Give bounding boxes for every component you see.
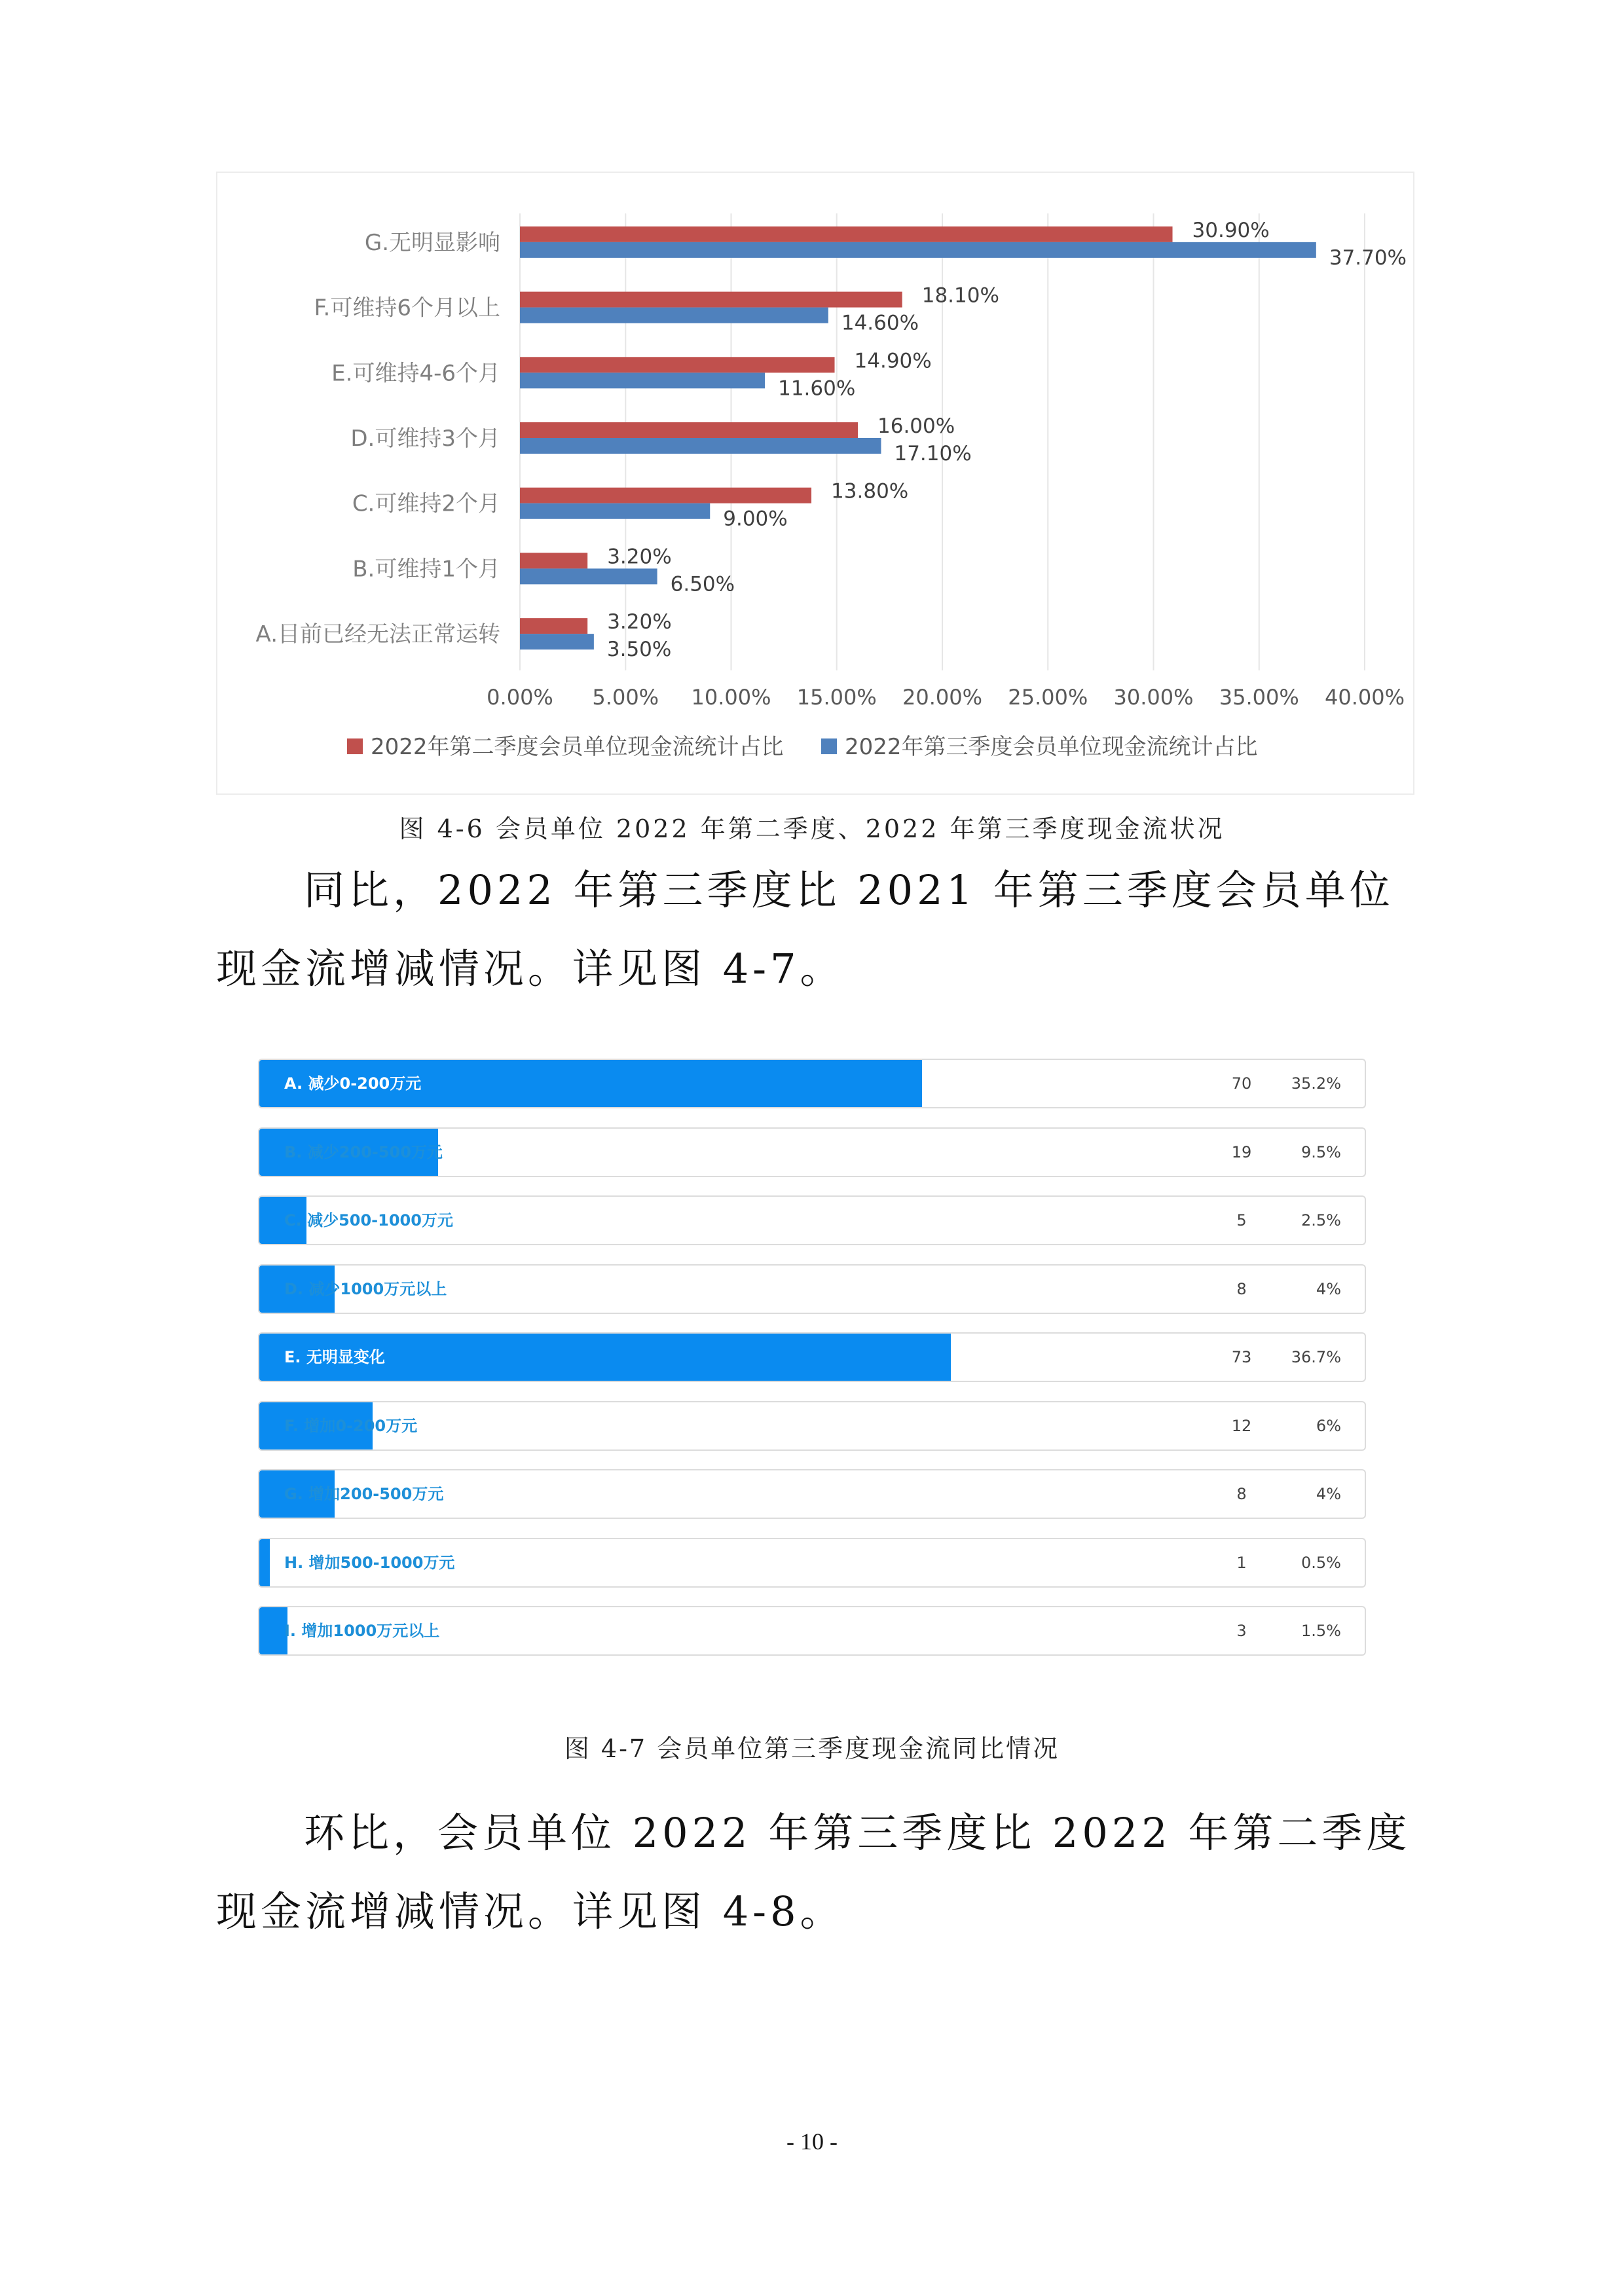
survey-result-row — [258, 1264, 1366, 1314]
response-percent: 9.5% — [1301, 1142, 1341, 1161]
survey-result-row — [258, 1401, 1366, 1451]
bar-q2 — [520, 488, 811, 503]
bar-q3 — [520, 242, 1316, 258]
page-number: - 10 - — [786, 2128, 838, 2155]
data-label-q3: 14.60% — [841, 311, 919, 335]
data-label-q2: 30.90% — [1192, 218, 1270, 242]
data-label-q2: 3.20% — [607, 545, 672, 569]
x-tick-label: 20.00% — [902, 685, 983, 710]
x-tick-label: 0.00% — [487, 685, 553, 710]
response-percent: 0.5% — [1301, 1553, 1341, 1572]
bar-q2 — [520, 357, 835, 373]
option-label: H. 增加500-1000万元 — [284, 1553, 455, 1572]
bar-q2 — [520, 422, 858, 438]
bar-q3 — [520, 308, 828, 323]
category-label: C.可维持2个月 — [352, 490, 500, 517]
option-label: G. 增加200-500万元 — [284, 1485, 444, 1503]
response-count: 73 — [1231, 1348, 1252, 1366]
legend-swatch-q3 — [821, 738, 837, 754]
option-label: D. 减少1000万元以上 — [284, 1279, 447, 1298]
survey-result-row — [258, 1332, 1366, 1382]
survey-result-row — [258, 1606, 1366, 1656]
figure-4-6-caption: 图 4-6 会员单位 2022 年第二季度、2022 年第三季度现金流状况 — [399, 814, 1225, 843]
data-label-q3: 6.50% — [670, 572, 735, 596]
response-count: 70 — [1231, 1074, 1252, 1093]
result-bar-fill — [259, 1607, 287, 1654]
category-label: B.可维持1个月 — [352, 556, 500, 583]
x-tick-label: 15.00% — [796, 685, 877, 710]
bar-chart-svg — [217, 173, 1416, 796]
category-label: E.可维持4-6个月 — [331, 360, 500, 387]
survey-result-row — [258, 1538, 1366, 1588]
x-tick-label: 5.00% — [592, 685, 659, 710]
figure-4-7-caption: 图 4-7 会员单位第三季度现金流同比情况 — [564, 1734, 1060, 1763]
data-label-q3: 37.70% — [1329, 246, 1407, 270]
response-percent: 6% — [1316, 1416, 1341, 1435]
legend-label-q3: 2022年第三季度会员单位现金流统计占比 — [845, 734, 1258, 760]
bar-q3 — [520, 634, 594, 649]
legend-swatch-q2 — [347, 738, 363, 754]
option-label: I. 增加1000万元以上 — [284, 1622, 440, 1640]
data-label-q2: 18.10% — [921, 283, 999, 308]
survey-result-row — [258, 1469, 1366, 1519]
paragraph-yoy — [216, 851, 1414, 1008]
x-tick-label: 40.00% — [1324, 685, 1405, 710]
bar-q3 — [520, 438, 881, 454]
data-label-q3: 11.60% — [778, 376, 856, 401]
response-count: 5 — [1236, 1211, 1247, 1230]
data-label-q3: 17.10% — [894, 442, 972, 465]
data-label-q2: 3.20% — [607, 610, 672, 634]
x-tick-label: 25.00% — [1008, 685, 1088, 710]
bar-q3 — [520, 503, 710, 519]
response-count: 19 — [1231, 1142, 1252, 1161]
category-label: G.无明显影响 — [364, 229, 500, 256]
survey-result-row — [258, 1127, 1366, 1177]
data-label-q3: 3.50% — [606, 638, 672, 662]
survey-result-row — [258, 1059, 1366, 1108]
response-count: 12 — [1231, 1416, 1252, 1435]
option-label: A. 减少0-200万元 — [284, 1074, 422, 1093]
response-count: 8 — [1236, 1485, 1247, 1503]
bar-q2 — [520, 553, 587, 568]
category-label: A.目前已经无法正常运转 — [255, 621, 500, 648]
x-tick-label: 35.00% — [1219, 685, 1299, 710]
option-label: E. 无明显变化 — [284, 1348, 385, 1366]
response-percent: 36.7% — [1291, 1348, 1341, 1366]
response-percent: 2.5% — [1301, 1211, 1341, 1230]
bar-q2 — [520, 292, 902, 308]
option-label: C. 减少500-1000万元 — [284, 1211, 453, 1230]
option-label: F. 增加0-200万元 — [284, 1416, 418, 1435]
bar-q3 — [520, 373, 765, 388]
response-count: 8 — [1236, 1279, 1247, 1298]
category-label: F.可维持6个月以上 — [314, 295, 500, 321]
response-count: 1 — [1236, 1553, 1247, 1572]
legend-label-q2: 2022年第二季度会员单位现金流统计占比 — [371, 734, 784, 760]
x-tick-label: 30.00% — [1113, 685, 1194, 710]
response-percent: 4% — [1316, 1279, 1341, 1298]
survey-result-row — [258, 1195, 1366, 1245]
data-label-q3: 9.00% — [723, 507, 788, 531]
option-label: B. 减少200-500万元 — [284, 1142, 443, 1161]
paragraph-qoq-text: 环比，会员单位 2022 年第三季度比 2022 年第二季度现金流增减情况。详见图 4-8。 — [216, 1809, 1411, 1935]
response-percent: 35.2% — [1291, 1074, 1341, 1093]
x-tick-label: 10.00% — [691, 685, 771, 710]
paragraph-qoq — [216, 1794, 1414, 1951]
response-percent: 1.5% — [1301, 1622, 1341, 1640]
bar-q2 — [520, 618, 587, 634]
bar-q3 — [520, 568, 657, 584]
data-label-q2: 14.90% — [854, 349, 932, 373]
data-label-q2: 16.00% — [877, 414, 955, 438]
data-label-q2: 13.80% — [831, 479, 909, 503]
response-count: 3 — [1236, 1622, 1247, 1640]
paragraph-yoy-text: 同比，2022 年第三季度比 2021 年第三季度会员单位现金流增减情况。详见图 4-7。 — [216, 866, 1394, 993]
cashflow-quarter-comparison-chart — [216, 172, 1414, 795]
response-percent: 4% — [1316, 1485, 1341, 1503]
category-label: D.可维持3个月 — [350, 426, 500, 452]
bar-q2 — [520, 227, 1173, 242]
result-bar-fill — [259, 1539, 270, 1586]
